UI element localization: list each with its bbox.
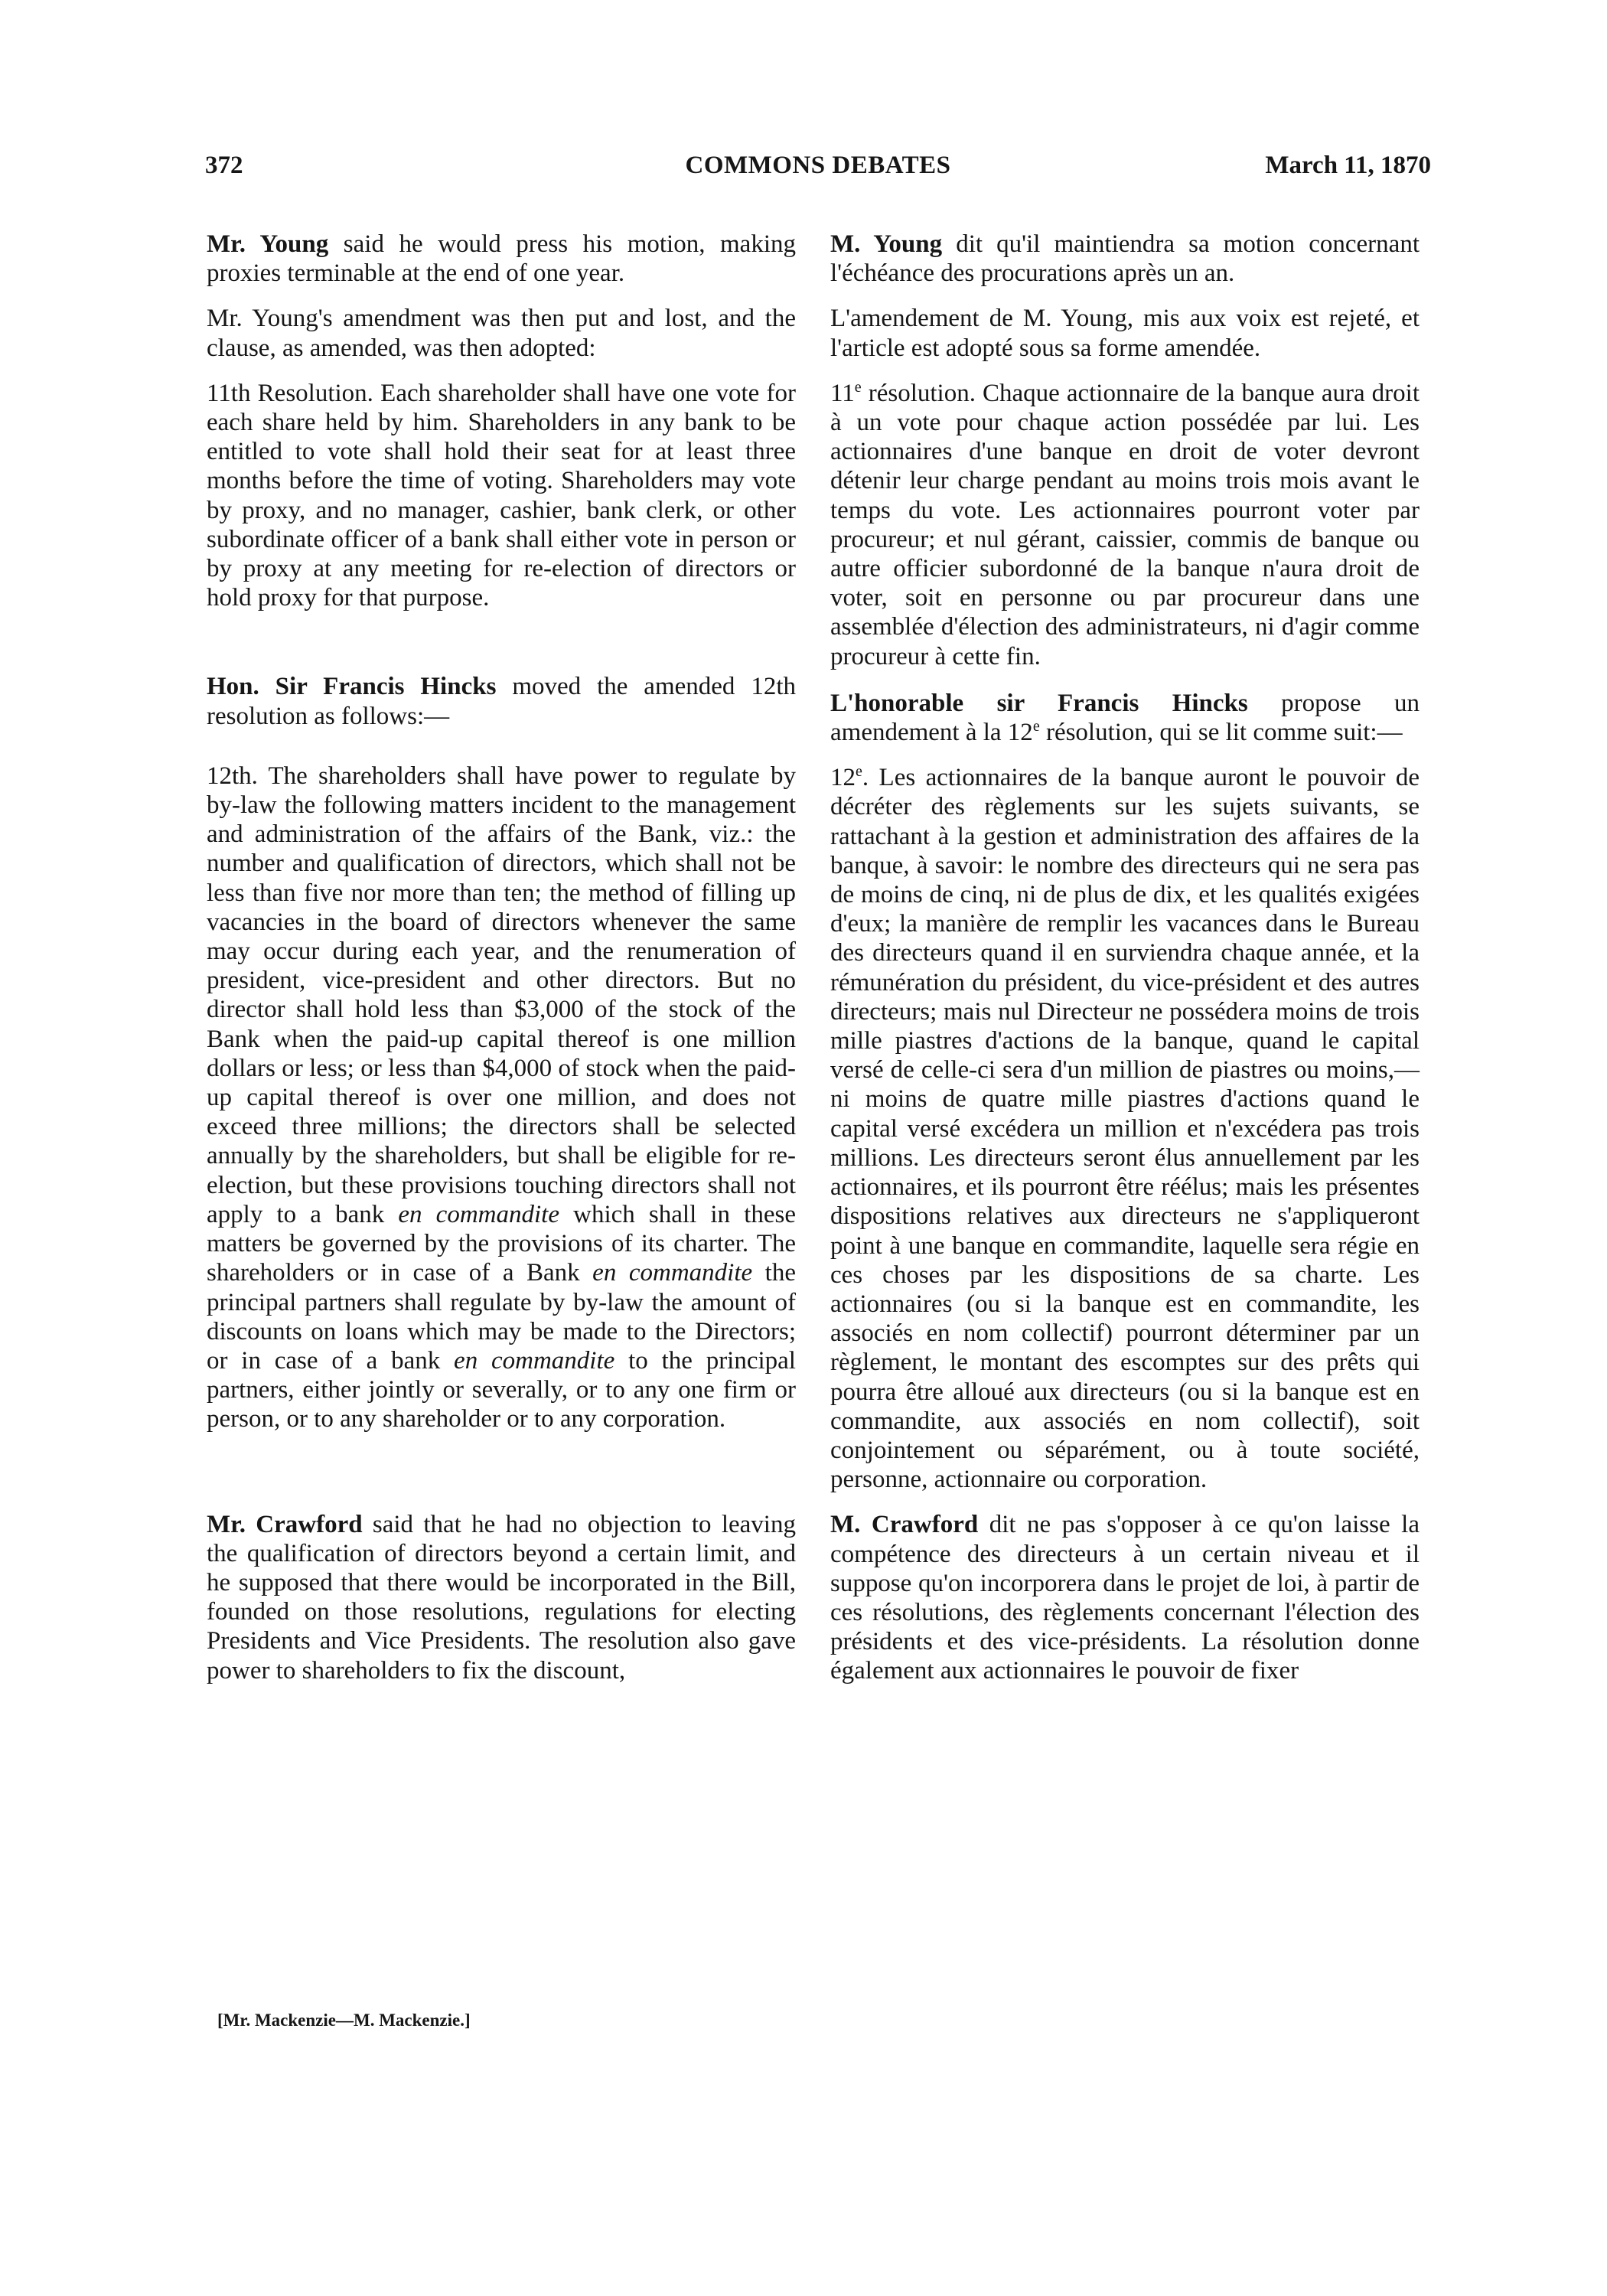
speaker-name: Hon. Sir Francis Hincks — [207, 673, 497, 701]
italic-term: en commandite — [398, 1200, 559, 1228]
paragraph-text: to the principal partners, either jointly or severally, or to any one firm or person, or to any shareholder or to any corporation. — [207, 1346, 796, 1433]
speaker-name: L'honorable sir Francis Hincks — [830, 689, 1248, 717]
paragraph-young-motion-fr — [830, 230, 1420, 288]
paragraph-text: said he would press his motion, making proxies terminable at the end of one year. — [207, 230, 796, 288]
paragraph-crawford-fr — [830, 1510, 1420, 1685]
paragraph-young-motion — [207, 230, 796, 288]
speaker-name: Mr. Young — [207, 230, 329, 258]
paragraph-text: which shall in these matters be governed by the provisions of its charter. The shareholders or in case of a Bank — [207, 1200, 796, 1287]
paragraph-text: the principal partners shall regulate by by-law the amount of discounts on loans which may be made to the Directors; or in case of a bank — [207, 1259, 796, 1375]
french-column — [830, 230, 1420, 1686]
paragraph-text: . Les actionnaires de la banque auront le pouvoir de décréter des règlements sur les sujets suivants, se rattachant à la gestion et administration des affaires de la banque, à savoir: le nombre des directeurs qui ne sera pas de moins de cinq, ni de plus de dix, et les qualités exigées d'eux; la manière de remplir les vacances dans le Bureau des directeurs quand il en surviendra chaque année, et la rémunération du président, du vice-président et des autres directeurs; mais nul Directeur ne possédera moins de trois mille piastres d'actions de la banque, quand le capital versé de celle-ci sera d'un million de piastres ou moins,—ni moins de quatre mille piastres d'actions quand le capital versé excédera un million et n'excédera pas trois millions. Les directeurs seront élus annuellement par les actionnaires, et ils pourront être réélus; mais les présentes dispositions relatives aux directeurs ne s'appliqueront point à une banque en commandite, laquelle sera régie en ces choses par les dispositions de sa charte. Les actionnaires (ou si la banque est en commandite, les associés en nom collectif) pourront déterminer par un règlement, le montant des escomptes sur des prêts qui pourra être alloué aux directeurs (ou si la banque est en commandite, aux associés en nom collectif), soit conjointement ou séparément, ou à toute société, personne, actionnaire ou corporation. — [830, 764, 1420, 1494]
paragraph-text: résolution. Chaque actionnaire de la banque aura droit à un vote pour chaque action possédée par lui. Les actionnaires d'une banque en droit de voter devront détenir leur charge pendant au moins trois mois avant le temps du vote. Les actionnaires pourront voter par procureur; et nul gérant, caissier, commis de banque ou autre officier subordonné de la banque n'aura droit de voter, soit en personne ou par procureur dans une assemblée d'élection des administrateurs, ni d'agir comme procureur à cette fin. — [830, 379, 1420, 670]
paragraph-amendment-lost-fr — [830, 304, 1420, 362]
paragraph-text: said that he had no objection to leaving the qualification of directors beyond a certain limit, and he supposed that there would be incorporated in the Bill, founded on those resolutions, regulations for electing Presidents and Vice Presidents. The resolution also gave power to shareholders to fix the discount, — [207, 1510, 796, 1684]
paragraph-amendment-lost — [207, 304, 796, 362]
paragraph-text: L'amendement de M. Young, mis aux voix est rejeté, et l'article est adopté sous sa forme amendée. — [830, 305, 1420, 362]
english-column — [207, 230, 796, 1685]
speaker-name: M. Crawford — [830, 1511, 979, 1539]
paragraph-12th-resolution-fr — [830, 763, 1420, 1494]
speaker-name: Mr. Crawford — [207, 1510, 363, 1538]
running-head — [205, 152, 1431, 190]
paragraph-11th-resolution — [207, 379, 796, 613]
paragraph-11th-resolution-fr — [830, 379, 1420, 671]
paragraph-hincks-motion-fr — [830, 689, 1420, 747]
italic-term: en commandite — [592, 1259, 753, 1287]
superscript: e — [856, 763, 862, 781]
paragraph-hincks-motion — [207, 672, 796, 730]
resolution-number: 11 — [830, 379, 855, 407]
paragraph-text: propose un amendement à la 12 — [830, 689, 1420, 747]
paragraph-text: dit qu'il maintiendra sa motion concernant l'échéance des procurations après un an. — [830, 230, 1420, 288]
sitting-date: March 11, 1870 — [1265, 152, 1431, 179]
paragraph-text: 11th Resolution. Each shareholder shall have one vote for each share held by him. Shareholders in any bank to be entitled to vote shall hold their seat for at least three months before the time of voting. Shareholders may vote by proxy, and no manager, cashier, bank clerk, or other subordinate officer of a bank shall either vote in person or by proxy at any meeting for re-election of directors or hold proxy for that purpose. — [207, 379, 796, 612]
resolution-number: 12 — [830, 764, 856, 792]
publication-title: COMMONS DEBATES — [685, 152, 951, 179]
paragraph-text: moved the amended 12th resolution as follows:— — [207, 673, 796, 730]
speaker-footnote: [Mr. Mackenzie—M. Mackenzie.] — [217, 2011, 471, 2030]
paragraph-text: résolution, qui se lit comme suit:— — [1039, 719, 1403, 747]
paragraph-text: dit ne pas s'opposer à ce qu'on laisse la compétence des directeurs à un certain niveau et il suppose qu'on incorporera dans le projet de loi, à partir de ces résolutions, des règlements concernant l'élection des présidents et des vice-présidents. La résolution donne également aux actionnaires le pouvoir de fixer — [830, 1511, 1420, 1685]
superscript: e — [1032, 718, 1040, 735]
superscript: e — [854, 378, 862, 396]
italic-term: en commandite — [454, 1346, 615, 1375]
paragraph-12th-resolution — [207, 762, 796, 1434]
paragraph-text: 12th. The shareholders shall have power to regulate by by-law the following matters incident to the management and administration of the affairs of the Bank, viz.: the number and qualification of directors, which shall not be less than five nor more than ten; the method of filling up vacancies in the board of directors whenever the same may occur during each year, and the renumeration of president, vice-president and other directors. But no director shall hold less than $3,000 of the stock of the Bank when the paid-up capital thereof is one million dollars or less; or less than $4,000 of stock when the paid-up capital thereof is over one million, and does not exceed three millions; the directors shall be selected annually by the shareholders, but shall be eligible for re-election, but these provisions touching directors shall not apply to a bank — [207, 762, 796, 1228]
paragraph-crawford — [207, 1510, 796, 1685]
page-number: 372 — [205, 152, 243, 179]
paragraph-text: Mr. Young's amendment was then put and lost, and the clause, as amended, was then adopted: — [207, 305, 796, 362]
speaker-name: M. Young — [830, 230, 943, 258]
